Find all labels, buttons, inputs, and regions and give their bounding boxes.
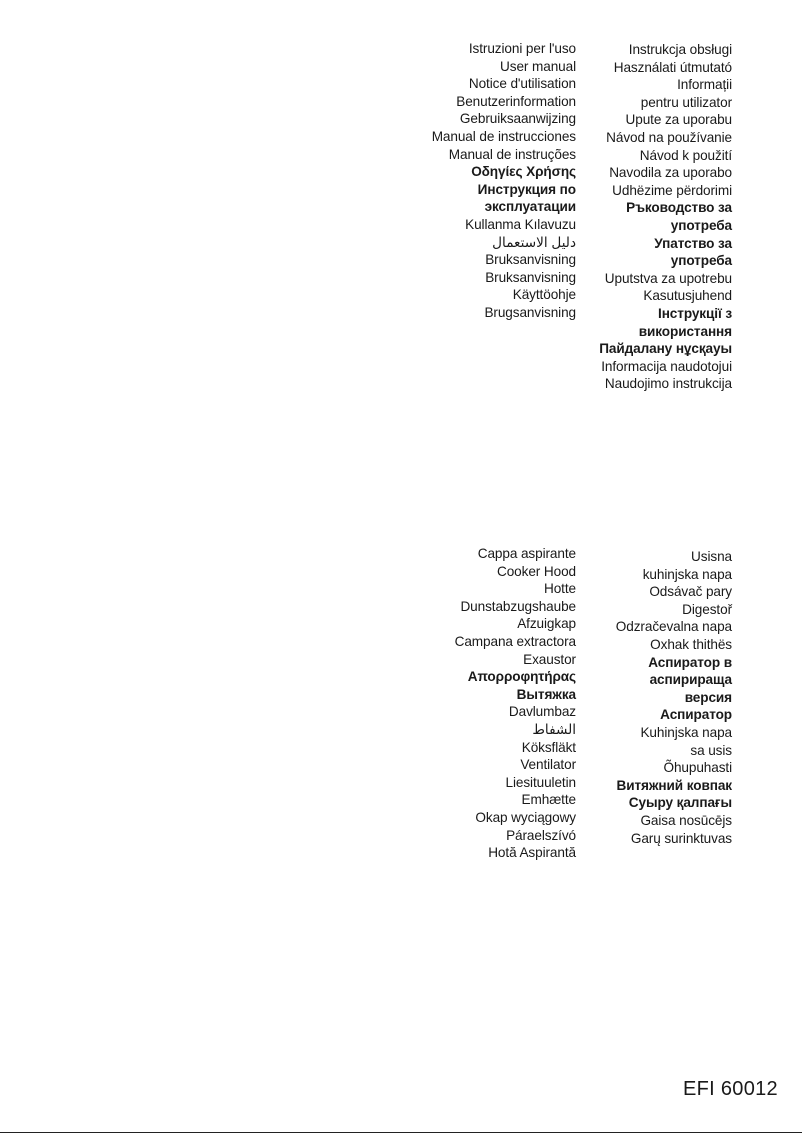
manual-title: употреба bbox=[670, 253, 732, 269]
manual-title: Benutzerinformation bbox=[456, 93, 576, 109]
product-name: Páraelszívó bbox=[506, 827, 576, 843]
product-name: Απορροφητήρας bbox=[467, 669, 576, 685]
product-name: версия bbox=[684, 689, 732, 705]
product-name: Kuhinjska napa bbox=[640, 724, 732, 740]
product-name: Emhætte bbox=[521, 792, 576, 808]
manual-title: دليل الاستعمال bbox=[492, 234, 576, 250]
product-name: Odzračevalna napa bbox=[615, 619, 732, 635]
product-name: Usisna bbox=[691, 549, 732, 564]
product-name: Campana extractora bbox=[454, 633, 576, 649]
manual-title: Istruzioni per l'uso bbox=[468, 41, 576, 56]
product-name: Garų surinktuvas bbox=[630, 830, 732, 846]
manual-title: Notice d'utilisation bbox=[468, 76, 576, 92]
product-name: Digestoř bbox=[682, 601, 732, 617]
manual-title: Пайдалану нұсқауы bbox=[599, 341, 732, 357]
manual-title: Návod k použití bbox=[639, 147, 732, 163]
manual-title: употреба bbox=[670, 217, 732, 233]
manual-title: Manual de instruções bbox=[448, 146, 576, 162]
manual-title-list-left bbox=[432, 40, 576, 322]
manual-title: Upute za uporabu bbox=[625, 112, 732, 128]
manual-title: Упатство за bbox=[654, 235, 732, 251]
manual-title: Инструкция по bbox=[477, 181, 576, 197]
product-name: Аспиратор bbox=[660, 707, 732, 723]
manual-title: Kullanma Kılavuzu bbox=[465, 216, 576, 232]
manual-title: Ръководство за bbox=[626, 200, 732, 216]
product-name: Вытяжка bbox=[516, 686, 576, 702]
manual-title: Bruksanvisning bbox=[485, 269, 576, 285]
product-name: аспирираща bbox=[649, 672, 732, 688]
product-name: Hotte bbox=[544, 581, 576, 597]
product-name: Hotă Aspirantă bbox=[488, 845, 576, 861]
product-name: Суыру қалпағы bbox=[628, 795, 732, 811]
manual-title: Kasutusjuhend bbox=[643, 288, 732, 304]
manual-title: Informații bbox=[677, 77, 732, 93]
manual-title: Інструкції з bbox=[658, 305, 732, 321]
product-name: Exaustor bbox=[523, 651, 576, 667]
manual-title: використання bbox=[638, 323, 732, 339]
manual-title: Brugsanvisning bbox=[484, 304, 576, 320]
manual-title: эксплуатации bbox=[484, 199, 576, 215]
manual-title: Bruksanvisning bbox=[485, 252, 576, 268]
manual-title: Udhëzime përdorimi bbox=[612, 182, 732, 198]
manual-title: Manual de instrucciones bbox=[431, 128, 576, 144]
manual-title: Οδηγίες Χρήσης bbox=[471, 164, 576, 180]
manual-title: Käyttöohje bbox=[512, 287, 576, 303]
product-name: Аспиратор в bbox=[648, 654, 732, 670]
manual-title: Návod na používanie bbox=[606, 129, 732, 145]
manual-title-list-right bbox=[599, 41, 732, 393]
product-name: sa usis bbox=[690, 742, 732, 758]
product-name: Gaisa nosūcējs bbox=[640, 812, 732, 828]
manual-title: pentru utilizator bbox=[640, 94, 732, 110]
product-name: Davlumbaz bbox=[508, 704, 576, 720]
product-name: Витяжний ковпак bbox=[616, 777, 732, 793]
product-name: Liesituuletin bbox=[505, 774, 576, 790]
product-name: Dunstabzugshaube bbox=[460, 598, 576, 614]
product-name-list-left bbox=[455, 545, 576, 862]
product-name: Okap wyciągowy bbox=[475, 809, 576, 825]
manual-title: Instrukcja obsługi bbox=[628, 42, 732, 57]
manual-title: Navodila za uporabo bbox=[609, 165, 732, 181]
product-name: الشفاط bbox=[532, 721, 576, 737]
manual-title: Használati útmutató bbox=[613, 59, 732, 75]
product-name: Õhupuhasti bbox=[663, 760, 732, 776]
product-name: Cooker Hood bbox=[497, 563, 576, 579]
product-name: Ventilator bbox=[520, 757, 576, 773]
product-name: kuhinjska napa bbox=[642, 566, 732, 582]
manual-title: User manual bbox=[500, 58, 576, 74]
manual-title: Informacija naudotojui bbox=[601, 358, 732, 374]
manual-title: Uputstva za upotrebu bbox=[604, 270, 732, 286]
model-number: EFI 60012 bbox=[683, 1078, 778, 1100]
manual-title: Naudojimo instrukcija bbox=[604, 376, 732, 392]
product-name: Oxhak thithës bbox=[650, 636, 732, 652]
product-name: Köksfläkt bbox=[521, 739, 576, 755]
product-name: Cappa aspirante bbox=[477, 546, 576, 561]
manual-title: Gebruiksaanwijzing bbox=[459, 111, 576, 127]
bottom-divider bbox=[0, 1132, 802, 1133]
product-name: Odsávač pary bbox=[649, 584, 732, 600]
product-name: Afzuigkap bbox=[517, 616, 576, 632]
product-name-list-right bbox=[616, 548, 732, 847]
